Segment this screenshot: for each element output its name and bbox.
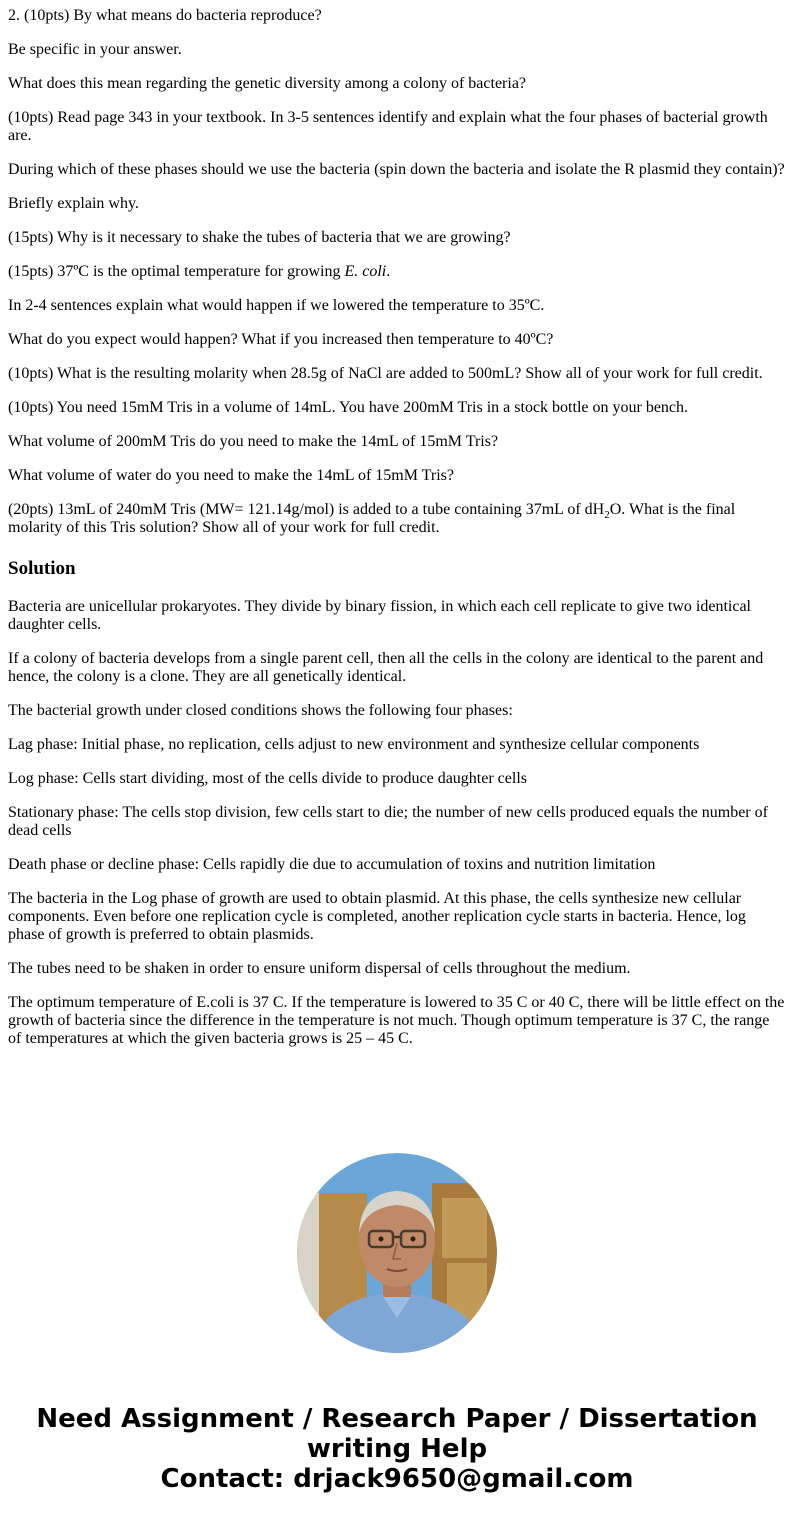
person-photo-icon: [297, 1153, 497, 1353]
solution-paragraph: The bacterial growth under closed conditions shows the following four phases:: [8, 702, 513, 719]
question-7: (15pts) Why is it necessary to shake the tubes of bacteria that we are growing?: [8, 229, 511, 246]
solution-paragraph: The optimum temperature of E.coli is 37 C. If the temperature is lowered to 35 C or 40 C, there will be little effect on the growth of bacteria since the difference in the temperature is not much. Though optimum temperature is 37 C, the range of temperatures at which the given bacteria grows is 25 – 45 C.: [8, 994, 785, 1047]
promo-contact: Contact: drjack9650@gmail.com: [160, 1464, 634, 1494]
solution-paragraph: The tubes need to be shaken in order to ensure uniform dispersal of cells throughout the medium.: [8, 960, 631, 977]
subscript-2: 2: [604, 509, 610, 521]
solution-paragraph: The bacteria in the Log phase of growth are used to obtain plasmid. At this phase, the cells synthesize new cellular components. Even before one replication cycle is completed, another replication cycle starts in bacteria. Hence, log phase of growth is preferred to obtain plasmids.: [8, 890, 746, 943]
question-4: (10pts) Read page 343 in your textbook. In 3-5 sentences identify and explain what the four phases of bacterial growth are.: [8, 109, 768, 144]
question-11: (10pts) What is the resulting molarity when 28.5g of NaCl are added to 500mL? Show all of your work for full credit.: [8, 365, 763, 382]
solution-paragraph: Stationary phase: The cells stop division, few cells start to die; the number of new cells produced equals the number of dead cells: [8, 804, 768, 839]
question-12: (10pts) You need 15mM Tris in a volume of 14mL. You have 200mM Tris in a stock bottle on your bench.: [8, 399, 689, 416]
promo-line-1: Need Assignment / Research Paper / Dissertation: [36, 1404, 758, 1434]
solution-paragraph: If a colony of bacteria develops from a single parent cell, then all the cells in the colony are identical to the parent and hence, the colony is a clone. They are all genetically identical.: [8, 650, 764, 685]
question-14: What volume of water do you need to make the 14mL of 15mM Tris?: [8, 467, 454, 484]
question-1: 2. (10pts) By what means do bacteria reproduce?: [8, 7, 322, 24]
question-8: [8, 263, 786, 281]
promo-banner: [0, 1404, 794, 1494]
question-10: What do you expect would happen? What if you increased then temperature to 40ºC?: [8, 331, 554, 348]
question-13: What volume of 200mM Tris do you need to make the 14mL of 15mM Tris?: [8, 433, 499, 450]
question-15-suffix: O. What is the final molarity of this Tris solution? Show all of your work for full credit.: [8, 501, 736, 536]
promo-line-2: writing Help: [306, 1434, 488, 1464]
document-body: [8, 0, 786, 1064]
question-15-prefix: (20pts) 13mL of 240mM Tris (MW= 121.14g/mol) is added to a tube containing 37mL of dH: [8, 501, 605, 518]
solution-paragraph: Bacteria are unicellular prokaryotes. They divide by binary fission, in which each cell replicate to give two identical daughter cells.: [8, 598, 751, 633]
question-5: During which of these phases should we use the bacteria (spin down the bacteria and isolate the R plasmid they contain)?: [8, 161, 785, 178]
question-3: What does this mean regarding the genetic diversity among a colony of bacteria?: [8, 75, 527, 92]
question-15: [8, 501, 786, 537]
author-avatar: [297, 1153, 497, 1353]
species-name: E. coli: [344, 263, 387, 280]
question-8-suffix: .: [386, 263, 391, 280]
solution-paragraph: Lag phase: Initial phase, no replication, cells adjust to new environment and synthesize cellular components: [8, 736, 700, 753]
question-9: In 2-4 sentences explain what would happen if we lowered the temperature to 35ºC.: [8, 297, 545, 314]
solution-paragraph: Log phase: Cells start dividing, most of the cells divide to produce daughter cells: [8, 770, 527, 787]
solution-paragraph: Death phase or decline phase: Cells rapidly die due to accumulation of toxins and nutrition limitation: [8, 856, 656, 873]
question-6: Briefly explain why.: [8, 195, 139, 212]
question-8-prefix: (15pts) 37ºC is the optimal temperature for growing: [8, 263, 345, 280]
solution-heading: Solution: [8, 558, 76, 579]
question-2: Be specific in your answer.: [8, 41, 182, 58]
